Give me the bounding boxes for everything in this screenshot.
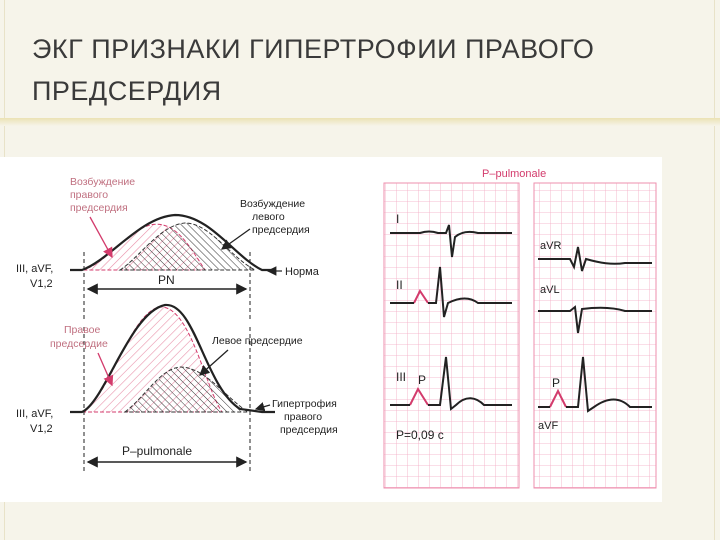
- lead-label-avf: aVF: [538, 420, 559, 432]
- p-duration-label: P=0,09 с: [396, 428, 444, 442]
- hypertrophy-label-1: Гипертрофия: [272, 398, 337, 410]
- hypertrophy-pointer: [256, 405, 270, 409]
- title-divider: [0, 118, 720, 126]
- lead-label-avr: aVR: [540, 240, 562, 252]
- p-marker-right: P: [552, 376, 561, 390]
- strip-title: P–pulmonale: [482, 168, 547, 180]
- ppulm-label: P–pulmonale: [122, 444, 193, 458]
- hypertrophy-label-2: правого: [284, 411, 323, 423]
- lead-label-avl: aVL: [540, 284, 560, 296]
- lead-label-ii: II: [396, 278, 403, 292]
- ecg-figure: [0, 157, 662, 502]
- right-atrium-hyp-label-1: Правое: [64, 324, 101, 336]
- frame-line-right: [714, 0, 715, 540]
- right-atrium-label-2: правого: [70, 189, 109, 201]
- leads-label-hyp-2: V1,2: [30, 423, 53, 435]
- right-atrium-label-3: предсердия: [70, 202, 128, 214]
- pn-label: PN: [158, 273, 175, 287]
- right-atrium-label-1: Возбуждение: [70, 176, 136, 188]
- hypertrophy-label-3: предсердия: [280, 424, 338, 436]
- lead-label-i: I: [396, 212, 400, 226]
- right-atrium-hyp-label-2: предсердие: [50, 338, 108, 350]
- normal-p-wave-diagram: [16, 176, 320, 322]
- leads-label-hyp-1: III, aVF,: [16, 408, 54, 420]
- left-atrium-label-3: предсердия: [252, 224, 310, 236]
- ecg-figure-svg: [0, 157, 662, 502]
- left-atrium-hyp-label: Левое предсердие: [212, 335, 303, 347]
- grid-left-leads: [384, 183, 519, 488]
- lead-label-iii: III: [396, 370, 407, 384]
- left-atrium-label-2: левого: [252, 211, 285, 223]
- left-atrium-label-1: Возбуждение: [240, 198, 306, 210]
- p-marker-left: P: [418, 373, 427, 387]
- leads-label-normal-1: III, aVF,: [16, 263, 54, 275]
- left-atrium-pointer: [222, 229, 250, 249]
- slide-title: ЭКГ ПРИЗНАКИ ГИПЕРТРОФИИ ПРАВОГО ПРЕДСЕРДИЯ: [32, 34, 595, 106]
- norm-label: Норма: [285, 266, 319, 278]
- leads-label-normal-2: V1,2: [30, 278, 53, 290]
- p-pulmonale-diagram: [16, 305, 338, 472]
- grid-right-leads: [534, 183, 656, 488]
- right-atrium-pointer: [90, 217, 112, 257]
- ecg-strips: [384, 161, 656, 488]
- right-atrium-hyp-pointer: [98, 353, 112, 385]
